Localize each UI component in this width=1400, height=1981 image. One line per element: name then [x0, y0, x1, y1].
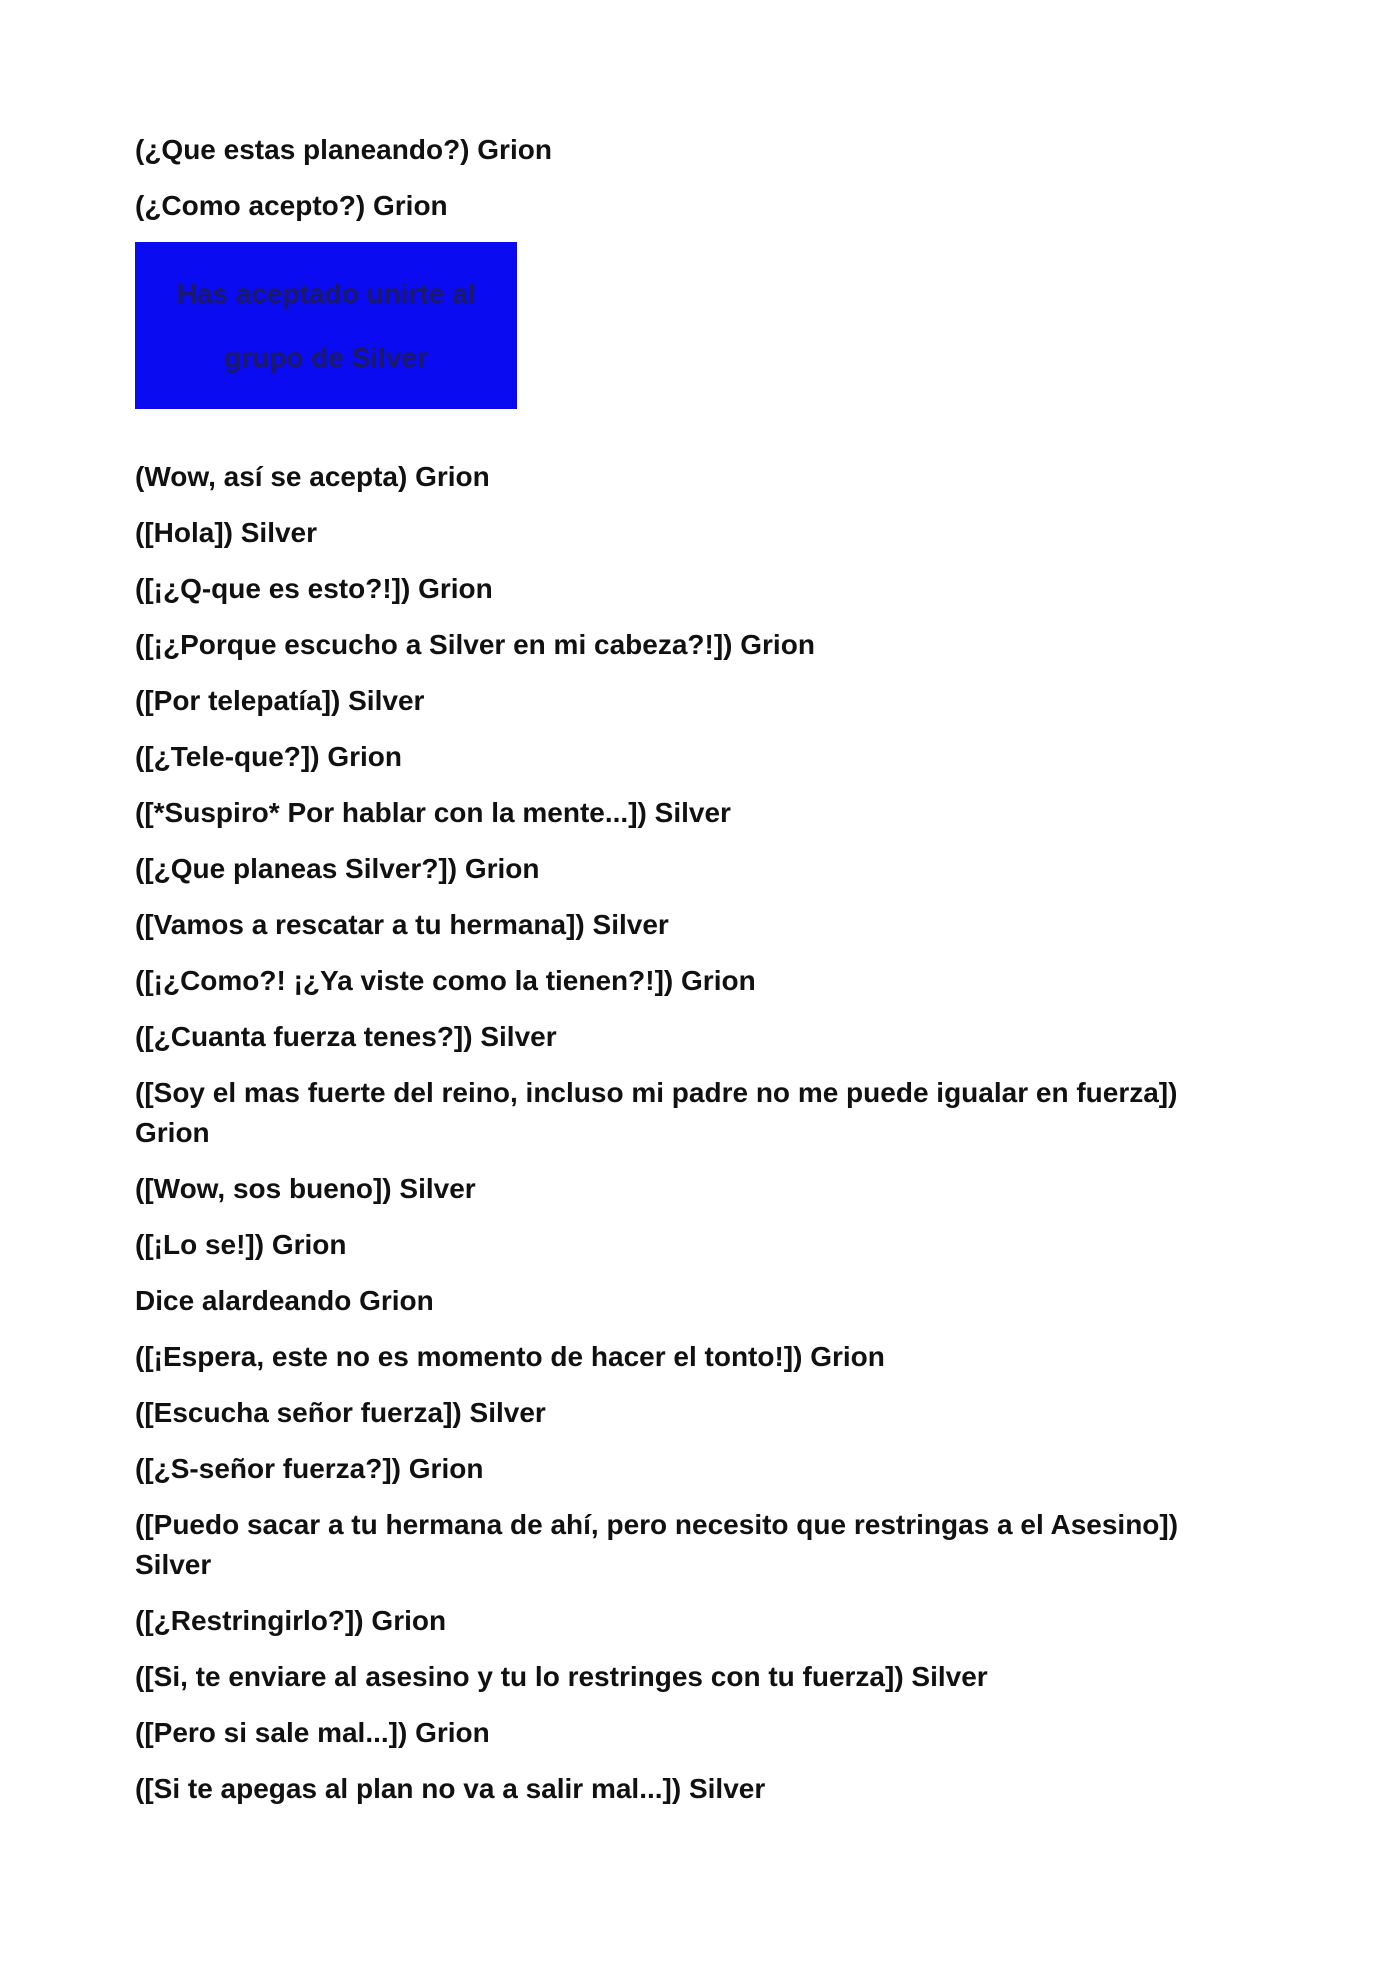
dialogue-line: ([Si, te enviare al asesino y tu lo restringes con tu fuerza]) Silver: [135, 1661, 988, 1692]
dialogue-line: ([¿Restringirlo?]) Grion: [135, 1605, 447, 1636]
group-join-notice: [135, 242, 517, 409]
dialogue-line: ([*Suspiro* Por hablar con la mente...]) Silver: [135, 797, 731, 828]
dialogue-line: ([Por telepatía]) Silver: [135, 685, 425, 716]
dialogue-line: ([¡¿Porque escucho a Silver en mi cabeza?!]) Grion: [135, 629, 815, 660]
dialogue-line: ([Puedo sacar a tu hermana de ahí, pero necesito que restringas a el Asesino]) Silver: [135, 1509, 1179, 1580]
dialogue-line: (¿Como acepto?) Grion: [135, 190, 448, 221]
dialogue-line: ([¿Que planeas Silver?]) Grion: [135, 853, 540, 884]
group-join-notice-text: Has aceptado unirte al grupo de Silver: [176, 277, 476, 373]
dialogue-line: ([¡Espera, este no es momento de hacer el tonto!]) Grion: [135, 1341, 885, 1372]
dialogue-line: ([Wow, sos bueno]) Silver: [135, 1173, 476, 1204]
dialogue-line: ([Escucha señor fuerza]) Silver: [135, 1397, 546, 1428]
dialogue-line: ([Vamos a rescatar a tu hermana]) Silver: [135, 909, 669, 940]
dialogue-line: ([¡¿Como?! ¡¿Ya viste como la tienen?!]) Grion: [135, 965, 756, 996]
document-content: [135, 130, 1255, 1825]
narration-line: Dice alardeando Grion: [135, 1285, 434, 1316]
dialogue-line: ([¡¿Q-que es esto?!]) Grion: [135, 573, 493, 604]
dialogue-line: ([¿Tele-que?]) Grion: [135, 741, 402, 772]
dialogue-line: ([Si te apegas al plan no va a salir mal...]) Silver: [135, 1773, 766, 1804]
dialogue-line: ([¿S-señor fuerza?]) Grion: [135, 1453, 484, 1484]
dialogue-line: ([Pero si sale mal...]) Grion: [135, 1717, 490, 1748]
dialogue-line: (Wow, así se acepta) Grion: [135, 461, 490, 492]
dialogue-line: ([¡Lo se!]) Grion: [135, 1229, 347, 1260]
dialogue-line: ([Hola]) Silver: [135, 517, 318, 548]
dialogue-line: (¿Que estas planeando?) Grion: [135, 134, 552, 165]
dialogue-line: ([Soy el mas fuerte del reino, incluso mi padre no me puede igualar en fuerza]) Grion: [135, 1077, 1178, 1148]
dialogue-line: ([¿Cuanta fuerza tenes?]) Silver: [135, 1021, 557, 1052]
